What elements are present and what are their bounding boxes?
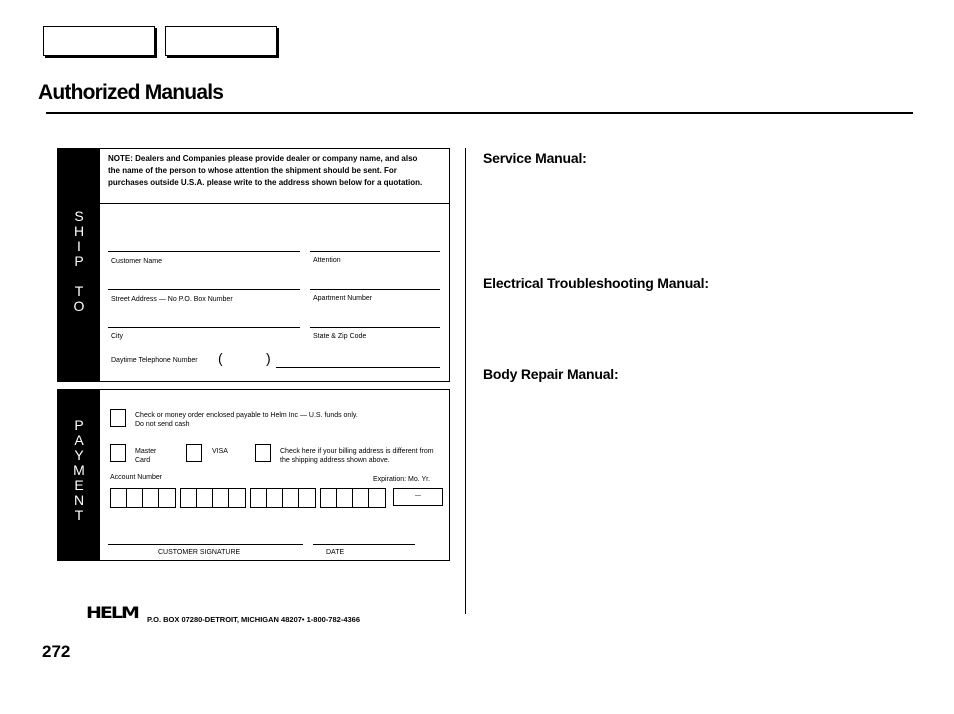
attention-label: Attention — [313, 257, 341, 264]
check-payment-checkbox[interactable] — [110, 409, 126, 427]
next-page-button[interactable] — [165, 26, 277, 56]
signature-line[interactable] — [108, 544, 303, 545]
no-cash-note: Do not send cash — [135, 421, 190, 428]
phone-line[interactable] — [276, 367, 440, 368]
page-title: Authorized Manuals — [38, 81, 224, 104]
ship-note: NOTE: Dealers and Companies please provide dealer or company name, and also the name of the person to whose attention the shipment should be sent. For purchases outside U.S.A. please write to the address shown below for a quotation. — [108, 154, 423, 187]
payment-side-label: P A Y M E N T — [58, 390, 100, 560]
billing-address-label: Check here if your billing address is different from the shipping address shown above. — [280, 448, 434, 464]
customer-name-line[interactable] — [108, 251, 300, 252]
service-manual-heading: Service Manual: — [483, 150, 587, 166]
helm-logo: HELM — [86, 603, 138, 623]
visa-label: VISA — [212, 448, 228, 455]
phone-paren-close: ) — [266, 350, 271, 366]
apartment-line[interactable] — [310, 289, 440, 290]
body-repair-manual-heading: Body Repair Manual: — [483, 366, 619, 382]
street-line[interactable] — [108, 289, 300, 290]
check-payment-label: Check or money order enclosed payable to Helm Inc — U.S. funds only. — [135, 412, 358, 419]
note-divider — [100, 203, 449, 204]
state-zip-line[interactable] — [310, 327, 440, 328]
helm-address: P.O. BOX 07280-DETROIT, MICHIGAN 48207• 1-800-782-4366 — [147, 615, 360, 624]
account-number-label: Account Number — [110, 474, 163, 481]
title-rule — [46, 112, 913, 114]
visa-checkbox[interactable] — [186, 444, 202, 462]
ship-to-form — [57, 148, 450, 382]
electrical-manual-heading: Electrical Troubleshooting Manual: — [483, 275, 709, 291]
state-zip-label: State & Zip Code — [313, 333, 367, 340]
city-label: City — [111, 333, 124, 340]
customer-name-label: Customer Name — [111, 258, 162, 265]
master-card-checkbox[interactable] — [110, 444, 126, 462]
apartment-label: Apartment Number — [313, 295, 373, 302]
phone-label: Daytime Telephone Number — [111, 357, 198, 364]
city-line[interactable] — [108, 327, 300, 328]
page-number: 272 — [42, 642, 71, 661]
expiration-label: Expiration: Mo. Yr. — [373, 476, 431, 483]
payment-form — [57, 389, 450, 561]
signature-label: CUSTOMER SIGNATURE — [158, 549, 241, 556]
billing-address-checkbox[interactable] — [255, 444, 271, 462]
phone-paren-open: ( — [218, 350, 223, 366]
attention-line[interactable] — [310, 251, 440, 252]
date-label: DATE — [326, 549, 345, 556]
ship-to-side-label: S H I P T O — [58, 149, 100, 381]
account-number-input[interactable] — [110, 488, 390, 508]
date-line[interactable] — [313, 544, 415, 545]
street-label: Street Address — No P.O. Box Number — [111, 296, 233, 303]
column-divider — [465, 148, 466, 614]
expiration-input[interactable]: — — [393, 488, 443, 506]
master-card-label: Master Card — [135, 448, 157, 464]
prev-page-button[interactable] — [43, 26, 155, 56]
